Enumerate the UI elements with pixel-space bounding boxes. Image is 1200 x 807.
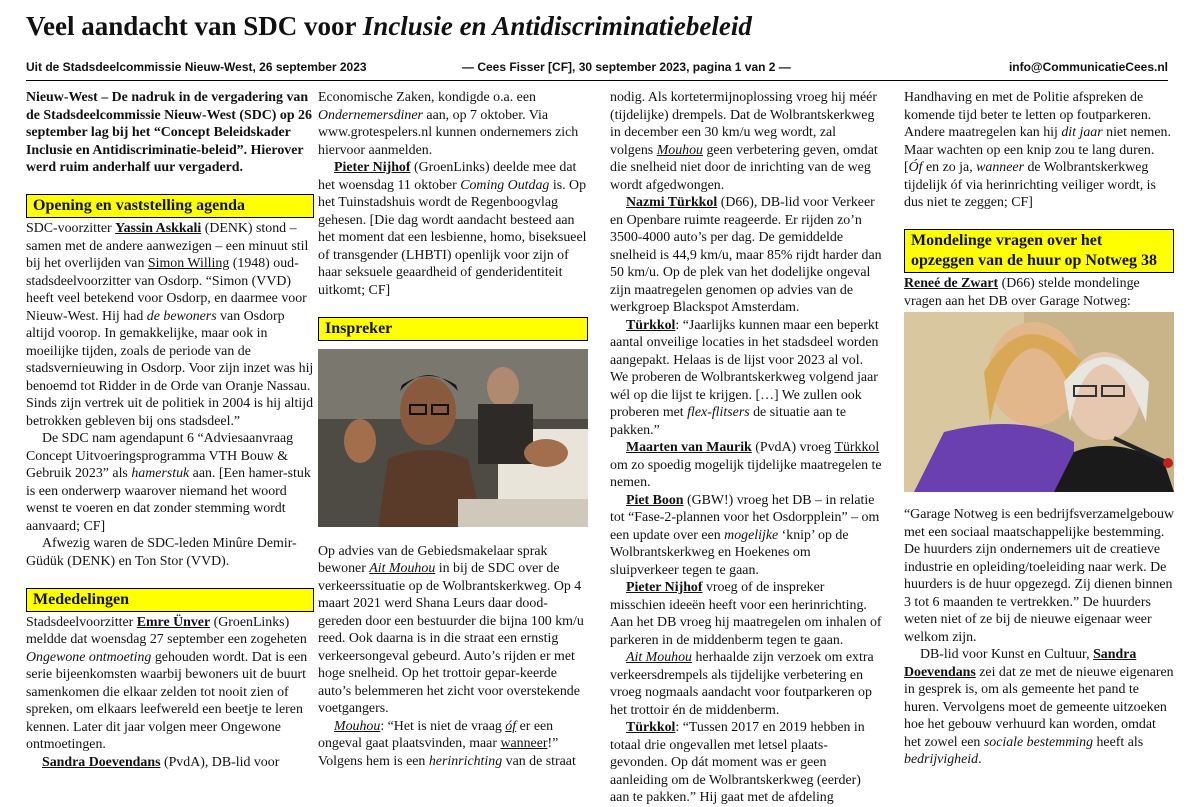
section-heading-mededelingen: Mededelingen: [26, 588, 314, 612]
paragraph: DB-lid voor Kunst en Cultuur, Sandra Doevendans zei dat ze met de nieuwe eigenaren in gesprek is, om als gemeente het pand te huren. Vervolgens moet de gemeente uitzoeken hoe het gebouw verhuurd kan worden, omdat het zowel een sociale bestemming heeft als bedrijvigheid.: [904, 647, 1174, 767]
council-members-illustration: [904, 312, 1174, 492]
paragraph: Op advies van de Gebiedsmakelaar sprak bewoner Ait Mouhou in bij de SDC over de verkeerssituatie op de Wolbrantskerkweg. Op 4 maart 2021 werd Shana Leurs daar dood-gereden door een bestuurder die bijna 100 km/u reed. Ook daarna is in die straat een ernstig verkeersongeval gebeurd. Auto’s rijden er met hoge snelheid. Op het trottoir gepar-keerde auto’s belemmeren het zicht voor overstekende voetgangers.: [318, 543, 584, 716]
title-plain: Veel aandacht van SDC voor: [26, 11, 363, 41]
paragraph: Nazmi Türkkol (D66), DB-lid voor Verkeer en Openbare ruimte reageerde. Er rijden zo’n 3500-4000 auto’s per dag. De gemiddelde snelheid is 44,9 km/u, maar 85% rijdt harder dan 50 km/u. Op de plek van het dodelijke ongeval zijn maatregelen genomen op advies van de werkgroep Blackspot Amsterdam.: [610, 195, 882, 315]
speaker-photo-illustration: [318, 349, 588, 527]
paragraph: Türkkol: “Jaarlijks kunnen maar een beperkt aantal onveilige locaties in het stadsdeel worden aangepakt. Helaas is de lijst voor 2023 al vol. We proberen de Wolbrantskerkweg volgend jaar wél op die lijst te krijgen. […] We zullen ook proberen met flex-flitsers de situatie aan te pakken.”: [610, 317, 879, 438]
column-4: [904, 89, 1174, 769]
paragraph: “Garage Notweg is een bedrijfsverzamelgebouw met een sociaal maatschappelijke bestemming. De huurders zijn ondernemers uit de creatieve industrie en opleiding/toeleiding naar werk. De huurders is de huur opgezegd. Zij dienen binnen 3 tot 6 maanden te vertrekken.” De huurders weten niet of ze bij de nieuwe eigenaar weer welkom zijn.: [904, 507, 1174, 645]
paragraph: Afwezig waren de SDC-leden Minûre Demir-Güdük (DENK) en Ton Stor (VVD).: [26, 536, 297, 569]
person-name: Türkkol: [626, 720, 676, 735]
section-heading-opening: Opening en vaststelling agenda: [26, 194, 314, 218]
person-name: Mouhou: [656, 142, 703, 158]
person-name: Simon Willing: [147, 256, 230, 271]
person-name: Yassin Askkali: [115, 221, 202, 236]
paragraph: Economische Zaken, kondigde o.a. een Ondernemersdiner aan, op 7 oktober. Via www.grotespelers.nl kunnen ondernemers zich hiervoor aanmelden.: [318, 90, 579, 158]
paragraph: Reneé de Zwart (D66) stelde mondelinge vragen aan het DB over Garage Notweg:: [904, 276, 1140, 309]
person-name: Ait Mouhou: [626, 650, 692, 665]
header-divider: [26, 80, 1168, 81]
person-name: Nazmi Türkkol: [626, 195, 718, 210]
paragraph: SDC-voorzitter Yassin Askkali (DENK) stond – samen met de andere aanwezigen – een minuut stil bij het overlijden van Simon Willing (1948) oud-stadsdeelvoorzitter van Osdorp. “Simon (VVD) heeft veel betekend voor Osdorp, en daarmee voor Nieuw-West. Hij had de bewoners van Osdorp altijd voorop. In gemakkelijke, maar ook in moeilijke tijden, zoals de periode van de stadsvernieuwing in Osdorp. Voor zijn inzet was hij benoemd tot Ridder in de Orde van Oranje Nassau. Sinds zijn vertrek uit de politiek in 2004 is hij altijd betrokken gebleven bij ons stadsdeel.”: [26, 221, 314, 429]
column-3: [610, 89, 882, 807]
section-heading-inspreker: Inspreker: [318, 317, 588, 341]
person-name: Sandra Doevendans: [904, 647, 1137, 680]
person-name: Reneé de Zwart: [904, 276, 999, 291]
title-italic: Inclusie en Antidiscriminatiebeleid: [362, 11, 752, 41]
person-name: Mouhou: [334, 718, 381, 734]
section-heading-mondelinge-vragen: Mondelinge vragen over het opzeggen van de huur op Notweg 38: [904, 229, 1174, 273]
person-name: Piet Boon: [626, 492, 684, 508]
lead-paragraph: Nieuw-West – De nadruk in de vergadering van de Stadsdeelcommissie Nieuw-West (SDC) op 26 september lag bij het “Concept Beleidskader Inclusie en Antidiscriminatie-beleid”. Hierover werd ruim anderhalf uur vergaderd.: [26, 90, 312, 175]
person-name: Türkkol: [834, 440, 880, 455]
paragraph: Handhaving en met de Politie afspreken de komende tijd beter te letten op foutparkeren. Andere maatregelen kan hij dit jaar niet nemen. Maar wachten op een knip zou te lang duren. [Óf en zo ja, wanneer de Wolbrantskerkweg tijdelijk óf via herinrichting veiliger wordt, is dus niet te zeggen; CF]: [904, 90, 1171, 210]
council-members-photo: [904, 312, 1174, 492]
paragraph: Mouhou: “Het is niet de vraag óf er een ongeval gaat plaatsvinden, maar wanneer!” Volgens hem is een herinrichting van de straat: [318, 718, 576, 769]
paragraph: Maarten van Maurik (PvdA) vroeg Türkkol om zo spoedig mogelijk tijdelijke maatregelen te nemen.: [610, 440, 882, 490]
speaker-photo: [318, 349, 588, 527]
column-1: [26, 89, 314, 771]
meta-email[interactable]: info@CommunicatieCees.nl: [1008, 60, 1168, 74]
person-name: Pieter Nijhof: [626, 580, 703, 595]
person-name: Ait Mouhou: [369, 561, 436, 576]
article-title: [26, 8, 1176, 44]
meta-line: [26, 60, 1168, 78]
person-name: Türkkol: [626, 317, 676, 333]
column-2: [318, 89, 588, 770]
paragraph: Stadsdeelvoorzitter Emre Ünver (GroenLinks) meldde dat woensdag 27 september een zogeheten Ongewone ontmoeting gehouden wordt. Dat is een serie bijeenkomsten waarbij bewoners uit de buurt samenkomen die elkaar zelden tot nooit zien of spreken, om elkaars leefwereld een beetje te leren kennen. Later dit jaar volgen meer Ongewone ontmoetingen.: [26, 614, 308, 752]
paragraph: Pieter Nijhof (GroenLinks) deelde mee dat het woensdag 11 oktober Coming Outdag is. Op het Tuinstadshuis wordt de Regenboogvlag gehesen. [Die dag wordt aandacht besteed aan het moment dat een lesbienne, homo, biseksueel of transgender (LHBTI) openlijk voor zijn of haar seksuele geaardheid of genderidentiteit uitkomt; CF]: [318, 160, 587, 298]
paragraph: Türkkol: “Tussen 2017 en 2019 hebben in totaal drie ongevallen met letsel plaats-gevonden. Op dát moment was er geen aanleiding om de Wolbrantskerkweg (eerder) aan te pakken.” Hij gaat met de afdeling: [610, 720, 865, 805]
paragraph: Ait Mouhou herhaalde zijn verzoek om extra verkeersdrempels als tijdelijke verbetering en vroeg nogmaals aandacht voor foutparkeren op het trottoir én de middenberm.: [610, 650, 874, 718]
person-name: Pieter Nijhof: [334, 160, 411, 175]
meta-source: Uit de Stadsdeelcommissie Nieuw-West, 26 september 2023: [26, 60, 367, 74]
person-name: Emre Ünver: [136, 614, 211, 630]
paragraph: Sandra Doevendans (PvdA), DB-lid voor: [42, 754, 280, 770]
person-name: Sandra Doevendans: [42, 754, 161, 770]
paragraph: De SDC nam agendapunt 6 “Adviesaanvraag Concept Uitvoeringsprogramma VTH Bouw & Gebruik 2023” als hamerstuk aan. [Een hamer-stuk is een onderwerp waarover niemand het woord wenst te voeren en dat zonder stemming wordt aanvaard; CF]: [26, 431, 311, 534]
paragraph: Piet Boon (GBW!) vroeg het DB – in relatie tot “Fase-2-plannen voor het Osdorpplein” – om een update over een mogelijke ‘knip’ op de Wolbrantskerkweg en Hoekenes om sluipverkeer tegen te gaan.: [610, 492, 880, 578]
person-name: Maarten van Maurik: [626, 440, 752, 455]
paragraph: nodig. Als kortetermijnoplossing vroeg hij méér (tijdelijke) drempels. Dat de Wolbrantskerkweg in december een 30 km/u weg wordt, zal volgens Mouhou geen verbetering geven, omdat die snelheid niet door de inrichting van de weg wordt afgedwongen.: [610, 90, 878, 193]
meta-author-date: — Cees Fisser [CF], 30 september 2023, pagina 1 van 2 —: [462, 60, 791, 74]
paragraph: Pieter Nijhof vroeg of de inspreker misschien ideeën heeft voor een herinrichting. Aan het DB vroeg hij maatregelen om inhalen of parkeren in de middenberm tegen te gaan.: [610, 580, 882, 648]
